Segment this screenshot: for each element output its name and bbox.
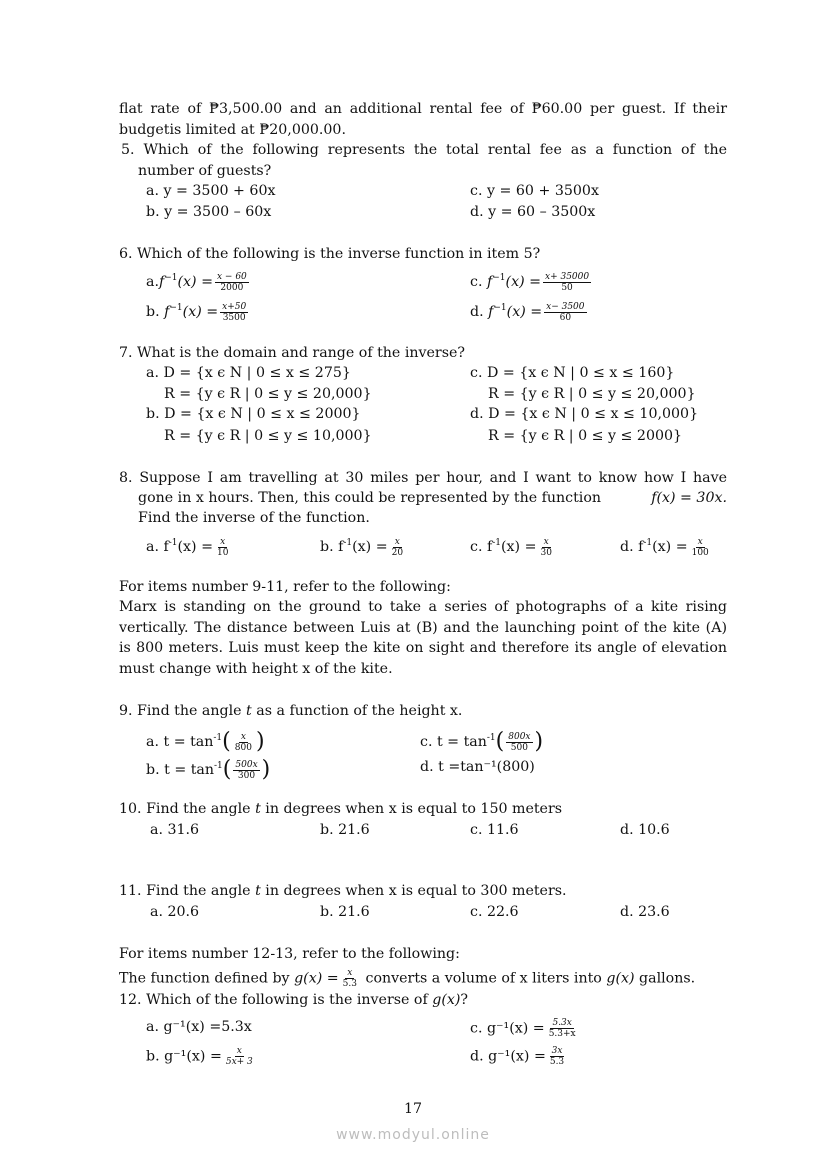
q12-option-d: d. g⁻¹(x) = $\frac{3x}{5.3}$ (470, 1046, 565, 1067)
q8-option-d: d. $f^{-1}(x)$ = $\frac{x}{100}$ (620, 536, 709, 558)
q10-option-a: a. 31.6 (150, 822, 200, 838)
passage-line: The function defined by g(x) = $\frac{x}{5.3}$ converts a volume of x liters into g(x) gallons. (119, 968, 696, 989)
q10-option-d: d. 10.6 (620, 822, 670, 838)
q7-option-c-domain: c. D = {x ϵ N | 0 ≤ x ≤ 160} (470, 365, 675, 381)
q12-option-c: c. g⁻¹(x) = $\frac{5.3x}{5.3+x}$ (470, 1018, 576, 1039)
q12-option-b: b. g⁻¹(x) = $\frac{x}{5x+ 3}$ (146, 1046, 253, 1067)
q7-option-d-domain: d. D = {x ϵ N | 0 ≤ x ≤ 10,000} (470, 406, 699, 422)
q5-option-b: b. y = 3500 – 60x (146, 204, 272, 220)
q5-option-d: d. y = 60 – 3500x (470, 204, 596, 220)
q8-question: 8. Suppose I am travelling at 30 miles per hour, and I want to know how I have (119, 470, 727, 486)
q8-option-c: c. $f^{-1}(x)$ = $\frac{x}{30}$ (470, 536, 552, 558)
q11-option-c: c. 22.6 (470, 904, 519, 920)
passage-line: Marx is standing on the ground to take a series of photographs of a kite rising (119, 599, 727, 615)
q8-option-b: b. $f^{-1}(x)$ = $\frac{x}{20}$ (320, 536, 404, 558)
q9-option-c: c. $t = \tan^{-1}$( $\frac{800x}{500}$ ) (420, 729, 544, 754)
q10-option-b: b. 21.6 (320, 822, 370, 838)
q11-question: 11. Find the angle t in degrees when x is equal to 300 meters. (119, 883, 567, 899)
intro-line: budgetis limited at ₱20,000.00. (119, 122, 346, 138)
q9-option-d: d. t =tan⁻¹(800) (420, 759, 535, 775)
passage-line: is 800 meters. Luis must keep the kite on sight and therefore its angle of elevation (119, 640, 727, 656)
q6-option-a: $a.f^{-1}(x)$ = $\frac{x - 60}{2000}$ (146, 271, 247, 293)
q6-option-c: c. $f^{-1}(x)$ = $\frac{x+ 35000}{50}$ (470, 271, 590, 293)
q5-question: 5. Which of the following represents the total rental fee as a function of the (121, 142, 727, 158)
q8-question-cont: Find the inverse of the function. (138, 510, 370, 526)
passage-heading: For items number 9-11, refer to the following: (119, 579, 451, 595)
q6-option-d: d. $f^{-1}(x)$ = $\frac{x- 3500}{60}$ (470, 301, 585, 323)
q7-option-d-range: R = {y ϵ R | 0 ≤ y ≤ 2000} (488, 428, 683, 444)
intro-line: flat rate of ₱3,500.00 and an additional rental fee of ₱60.00 per guest. If their (119, 101, 727, 117)
q11-option-d: d. 23.6 (620, 904, 670, 920)
q11-option-b: b. 21.6 (320, 904, 370, 920)
q7-question: 7. What is the domain and range of the inverse? (119, 345, 465, 361)
q9-option-a: a. $t = \tan^{-1}$( $\frac{x}{800}$ ) (146, 729, 265, 754)
q7-option-a-domain: a. D = {x ϵ N | 0 ≤ x ≤ 275} (146, 365, 351, 381)
q7-option-a-range: R = {y ϵ R | 0 ≤ y ≤ 20,000} (164, 386, 372, 402)
q10-option-c: c. 11.6 (470, 822, 519, 838)
q5-option-a: a. y = 3500 + 60x (146, 183, 276, 199)
q9-question: 9. Find the angle t as a function of the height x. (119, 703, 463, 719)
passage-line: vertically. The distance between Luis at (B) and the launching point of the kite (A) (119, 620, 727, 636)
q5-option-c: c. y = 60 + 3500x (470, 183, 599, 199)
q11-option-a: a. 20.6 (150, 904, 200, 920)
q9-option-b: b. $t = \tan^{-1}$( $\frac{500x}{300}$ ) (146, 757, 271, 782)
q12-question: 12. Which of the following is the inverse of g(x)? (119, 992, 468, 1008)
q7-option-c-range: R = {y ϵ R | 0 ≤ y ≤ 20,000} (488, 386, 696, 402)
q8-question-cont: gone in x hours. Then, this could be represented by the function f(x) = 30x. (138, 490, 727, 506)
q7-option-b-domain: b. D = {x ϵ N | 0 ≤ x ≤ 2000} (146, 406, 361, 422)
q6-question: 6. Which of the following is the inverse function in item 5? (119, 246, 541, 262)
watermark: www.modyul.online (336, 1127, 490, 1143)
q10-question: 10. Find the angle t in degrees when x is equal to 150 meters (119, 801, 563, 817)
q8-option-a: a. $f^{-1}(x)$ = $\frac{x}{10}$ (146, 536, 229, 558)
q5-question-cont: number of guests? (138, 163, 272, 179)
page-number: 17 (403, 1101, 423, 1117)
passage-heading: For items number 12-13, refer to the following: (119, 946, 460, 962)
q12-option-a: a. g⁻¹(x) =5.3x (146, 1019, 252, 1035)
q6-option-b: b. $f^{-1}(x)$ = $\frac{x+50}{3500}$ (146, 301, 247, 323)
q7-option-b-range: R = {y ϵ R | 0 ≤ y ≤ 10,000} (164, 428, 372, 444)
passage-line: must change with height x of the kite. (119, 661, 393, 677)
